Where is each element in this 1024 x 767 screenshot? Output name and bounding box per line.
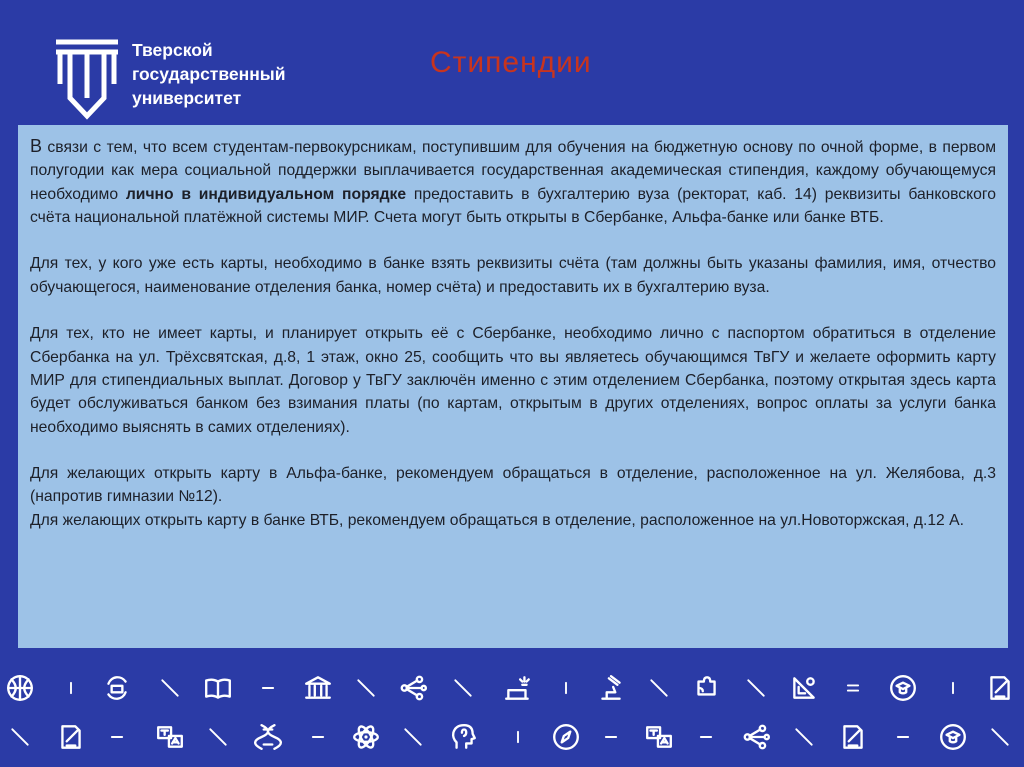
slash-icon (982, 719, 1018, 755)
head-idea-icon (445, 719, 481, 755)
slash-icon (738, 670, 774, 706)
slash-icon (641, 670, 677, 706)
dash-icon (885, 719, 921, 755)
slash-icon (152, 670, 188, 706)
dash-icon (593, 719, 629, 755)
short-bar-icon (500, 719, 536, 755)
basketball-icon (2, 670, 38, 706)
paragraph-existing-cards: Для тех, у кого уже есть карты, необходимо в банке взять реквизиты счёта (там должны быть указаны фамилия, имя, отчество обучающегося, наименование отделения банка, номер счёта) и предоставить их в бухгалтерию вуза. (30, 255, 996, 296)
slash-icon (200, 719, 236, 755)
paragraph-vtb: Для желающих открыть карту в банке ВТБ, рекомендуем обращаться в отделение, расположенное на ул.Новоторжская, д.12 А. (30, 511, 964, 529)
geometry-icon (786, 670, 822, 706)
slash-icon (395, 719, 431, 755)
microscope-icon (593, 670, 629, 706)
paragraph-stipend-intro (30, 135, 996, 229)
decorative-icon-row-1 (0, 670, 1024, 710)
edit-document-icon (53, 719, 89, 755)
paragraph-text: предоставить в бухгалтерию вуза (ректорат, каб. 14) реквизиты банковского счёта национальной платёжной системы МИР. Счета могут быть открыты в Сбербанке, Альфа-банке или банке ВТБ. (30, 185, 996, 226)
dash-icon (688, 719, 724, 755)
network-icon (738, 719, 774, 755)
short-bar-icon (935, 670, 971, 706)
paragraph-text: связи с тем, что всем студентам-первокурсникам, поступившим для обучения на бюджетную основу по очной форме, в первом полугодии как мера социальной поддержки выплачивается государственная академическая стипендия, каждому обучающемуся необходимо (30, 139, 996, 203)
first-letter: В (30, 136, 43, 156)
university-logo (52, 38, 322, 120)
dash-icon (300, 719, 336, 755)
museum-icon (300, 670, 336, 706)
equals-icon (835, 670, 871, 706)
university-name (132, 38, 285, 110)
edit-document-icon (982, 670, 1018, 706)
graduation-refresh-icon (885, 670, 921, 706)
university-emblem-icon (52, 38, 122, 120)
translate-icon (152, 719, 188, 755)
content-panel (18, 125, 1008, 648)
dash-icon (250, 670, 286, 706)
dash-icon (99, 719, 135, 755)
university-name-line1: Тверской (132, 40, 213, 60)
paragraph-alfabank: Для желающих открыть карту в Альфа-банке, рекомендуем обращаться в отделение, расположенное на ул. Желябова, д.3 (напротив гимназии №12). (30, 465, 996, 506)
atom-icon (348, 719, 384, 755)
slash-icon (445, 670, 481, 706)
decorative-icon-row-2 (0, 719, 1024, 759)
translate-icon (641, 719, 677, 755)
dna-icon (250, 719, 286, 755)
slash-icon (348, 670, 384, 706)
refresh-book-icon (99, 670, 135, 706)
slash-icon (2, 719, 38, 755)
slash-icon (786, 719, 822, 755)
puzzle-icon (688, 670, 724, 706)
laptop-idea-icon (500, 670, 536, 706)
short-bar-icon (53, 670, 89, 706)
university-name-line2: государственный (132, 64, 286, 84)
open-book-icon (200, 670, 236, 706)
network-icon (395, 670, 431, 706)
edit-document-icon (835, 719, 871, 755)
compass-icon (548, 719, 584, 755)
university-name-line3: университет (132, 88, 242, 108)
graduation-refresh-icon (935, 719, 971, 755)
slide-title: Стипендии (430, 46, 592, 79)
emphasis-text: лично в индивидуальном порядке (125, 185, 407, 203)
short-bar-icon (548, 670, 584, 706)
paragraph-sberbank: Для тех, кто не имеет карты, и планирует открыть её с Сбербанке, необходимо лично с паспортом обратиться в отделение Сбербанка на ул. Трёхсвятская, д.8, 1 этаж, окно 25, сообщить что вы являетесь обучающимся ТвГУ и желаете оформить карту МИР для стипендиальных выплат. Договор у ТвГУ заключён именно с этим отделением Сбербанка, поэтому открытая здесь карта будет обслуживаться банком без взимания платы (по картам, открытым в других отделениях, вопрос оплаты за услуги банка необходимо выяснять в самих отделениях). (30, 325, 996, 436)
